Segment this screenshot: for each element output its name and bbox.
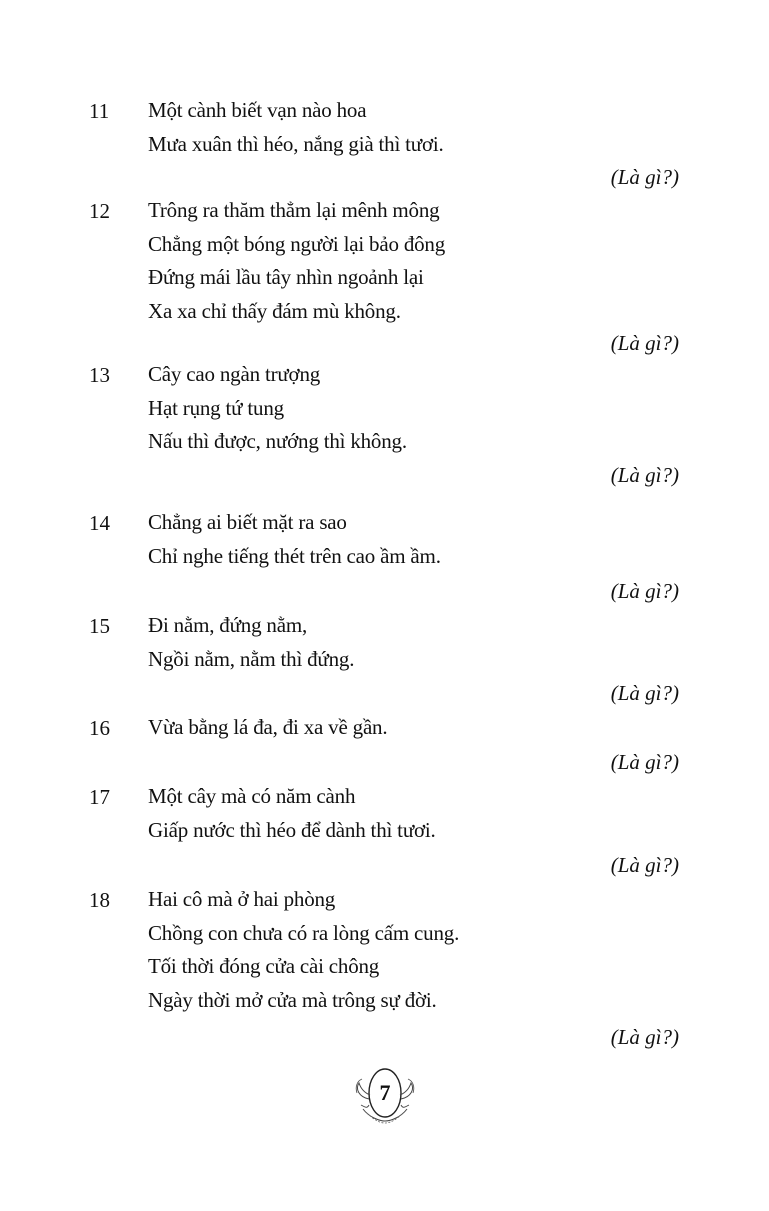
riddle-line: Tối thời đóng cửa cài chông xyxy=(148,954,380,978)
riddle-answer-prompt: (Là gì?) xyxy=(610,331,679,355)
riddle-number: 16 xyxy=(89,716,110,740)
riddle-number: 11 xyxy=(89,99,110,123)
riddle-answer-prompt: (Là gì?) xyxy=(610,1025,679,1049)
riddle-answer-prompt: (Là gì?) xyxy=(610,165,679,189)
riddle-number: 14 xyxy=(89,511,110,535)
riddle-line: Hai cô mà ở hai phòng xyxy=(148,887,336,911)
riddle-lines xyxy=(148,883,459,1017)
riddle-lines xyxy=(148,358,407,459)
riddle-line: Cây cao ngàn trượng xyxy=(148,362,321,386)
riddle-number: 15 xyxy=(89,614,110,638)
riddle-answer-prompt: (Là gì?) xyxy=(610,463,679,487)
riddle-line: Đứng mái lầu tây nhìn ngoảnh lại xyxy=(148,265,424,289)
riddle-number: 12 xyxy=(89,199,110,223)
riddle-line: Chẳng một bóng người lại bảo đông xyxy=(148,231,446,256)
riddle-number: 13 xyxy=(89,363,110,387)
riddle-line: Chỉ nghe tiếng thét trên cao ầm ầm. xyxy=(148,543,441,568)
riddle-line: Một cành biết vạn nào hoa xyxy=(148,98,367,122)
riddle-line: Một cây mà có năm cành xyxy=(148,784,356,808)
riddle-answer-prompt: (Là gì?) xyxy=(610,750,679,774)
riddle-lines xyxy=(148,94,444,161)
riddle-line: Mưa xuân thì héo, nắng già thì tươi. xyxy=(148,131,444,156)
riddle-line: Chẳng ai biết mặt ra sao xyxy=(148,510,347,534)
riddle-line: Chồng con chưa có ra lòng cấm cung. xyxy=(148,920,460,945)
riddle-line: Đi nằm, đứng nằm, xyxy=(148,613,308,637)
riddle-number: 18 xyxy=(89,888,110,912)
riddle-line: Ngồi nằm, nằm thì đứng. xyxy=(148,646,355,671)
riddle-lines xyxy=(148,194,445,328)
page-number-badge xyxy=(349,1063,421,1129)
riddle-answer-prompt: (Là gì?) xyxy=(610,579,679,603)
riddle-number: 17 xyxy=(89,785,110,809)
riddle-line: Nấu thì được, nướng thì không. xyxy=(148,429,407,453)
riddle-line: Hạt rụng tứ tung xyxy=(148,395,284,420)
riddle-answer-prompt: (Là gì?) xyxy=(610,853,679,877)
riddle-line: Vừa bằng lá đa, đi xa về gần. xyxy=(148,715,388,739)
riddle-line: Trông ra thăm thẳm lại mênh mông xyxy=(148,198,440,222)
riddle-lines xyxy=(148,609,354,676)
riddle-lines xyxy=(148,506,441,573)
riddle-lines xyxy=(148,780,436,847)
page-number: 7 xyxy=(379,1080,391,1105)
riddle-lines xyxy=(148,711,387,745)
riddle-answer-prompt: (Là gì?) xyxy=(610,681,679,705)
riddle-line: Ngày thời mở cửa mà trông sự đời. xyxy=(148,987,437,1012)
riddle-line: Xa xa chỉ thấy đám mù không. xyxy=(148,298,401,323)
riddle-line: Giấp nước thì héo để dành thì tươi. xyxy=(148,817,436,842)
